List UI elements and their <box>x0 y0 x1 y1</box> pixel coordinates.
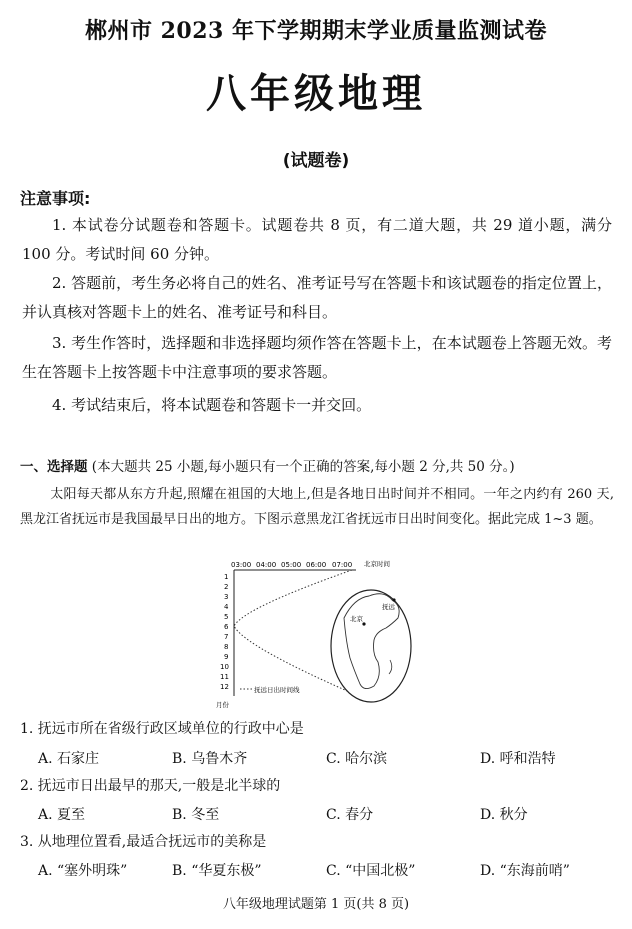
q3-option-a: A. “塞外明珠” <box>38 863 128 879</box>
section-title: 一、选择题 <box>20 459 88 475</box>
y-tick: 11 <box>220 673 229 681</box>
notice-item-1 <box>22 211 612 269</box>
q2-option-d: D. 秋分 <box>480 807 528 823</box>
paper-type: (试题卷) <box>282 151 350 171</box>
q1-option-a: A. 石家庄 <box>38 751 100 767</box>
notice-item-2-text: 2. 答题前，考生务必将自己的姓名、准考证号写在答题卡和该试题卷的指定位置上，并认真核对答题卡上的姓名、准考证号和科目。 <box>22 274 612 321</box>
question-1-stem: 1. 抚远市所在省级行政区域单位的行政中心是 <box>20 721 304 737</box>
x-tick: 05:00 <box>281 561 302 569</box>
sunrise-figure <box>214 558 414 710</box>
y-ticks <box>220 573 229 691</box>
x-tick: 04:00 <box>256 561 277 569</box>
x-tick: 03:00 <box>231 561 252 569</box>
notice-item-4 <box>22 391 612 420</box>
q2-option-a: A. 夏至 <box>38 807 86 823</box>
question-2-stem: 2. 抚远市日出最早的那天,一般是北半球的 <box>20 778 281 794</box>
fuyuan-dot <box>392 598 395 601</box>
notice-item-4-text: 4. 考试结束后，将本试题卷和答题卡一并交回。 <box>52 396 372 414</box>
notice-heading: 注意事项: <box>20 189 91 208</box>
section-intro-text: 太阳每天都从东方升起,照耀在祖国的大地上,但是各地日出时间并不相同。一年之内约有 260 天,黑龙江省抚远市是我国最早日出的地方。下图示意黑龙江省抚远市日出时间变化。据此完成 1~3 题。 <box>20 487 614 527</box>
y-tick: 3 <box>224 593 229 601</box>
fuyuan-label: 抚远 <box>382 603 395 611</box>
q3-option-c: C. “中国北极” <box>326 863 416 879</box>
q3-option-b: B. “华夏东极” <box>172 863 262 879</box>
exam-title: 郴州市 2023 年下学期期末学业质量监测试卷 <box>84 18 548 44</box>
legend-label: 抚远日出时间线 <box>254 686 300 694</box>
y-tick: 2 <box>224 583 229 591</box>
corner-label: 北京时间 <box>364 560 390 568</box>
y-tick: 7 <box>224 633 229 641</box>
section-intro <box>20 482 614 532</box>
beijing-label: 北京 <box>350 615 363 623</box>
notice-item-2 <box>22 269 612 327</box>
y-tick: 5 <box>224 613 229 621</box>
q1-option-b: B. 乌鲁木齐 <box>172 751 248 767</box>
y-tick: 4 <box>224 603 229 611</box>
y-tick: 12 <box>220 683 229 691</box>
y-tick: 9 <box>224 653 229 661</box>
y-tick: 10 <box>220 663 229 671</box>
q2-option-c: C. 春分 <box>326 807 374 823</box>
y-unit: 月份 <box>216 701 229 709</box>
y-tick: 6 <box>224 623 229 631</box>
section-desc: (本大题共 25 小题,每小题只有一个正确的答案,每小题 2 分,共 50 分。) <box>91 459 515 475</box>
x-tick: 06:00 <box>306 561 327 569</box>
page-footer: 八年级地理试题第 1 页(共 8 页) <box>222 897 410 912</box>
q1-option-c: C. 哈尔滨 <box>326 751 388 767</box>
map-circle <box>331 590 411 702</box>
q1-option-d: D. 呼和浩特 <box>480 751 556 767</box>
q3-option-d: D. “东海前哨” <box>480 863 570 879</box>
subject-title: 八年级地理 <box>206 71 426 117</box>
question-3-stem: 3. 从地理位置看,最适合抚远市的美称是 <box>20 834 267 850</box>
notice-item-3-text: 3. 考生作答时，选择题和非选择题均须作答在答题卡上，在本试题卷上答题无效。考生在答题卡上按答题卡中注意事项的要求答题。 <box>22 334 612 381</box>
y-tick: 1 <box>224 573 229 581</box>
section-heading <box>20 455 515 475</box>
notice-item-1-text: 1. 本试卷分试题卷和答题卡。试题卷共 8 页，有二道大题，共 29 道小题，满分 100 分。考试时间 60 分钟。 <box>22 216 612 263</box>
q2-option-b: B. 冬至 <box>172 807 220 823</box>
y-tick: 8 <box>224 643 229 651</box>
notice-item-3 <box>22 329 612 387</box>
x-tick: 07:00 <box>332 561 353 569</box>
